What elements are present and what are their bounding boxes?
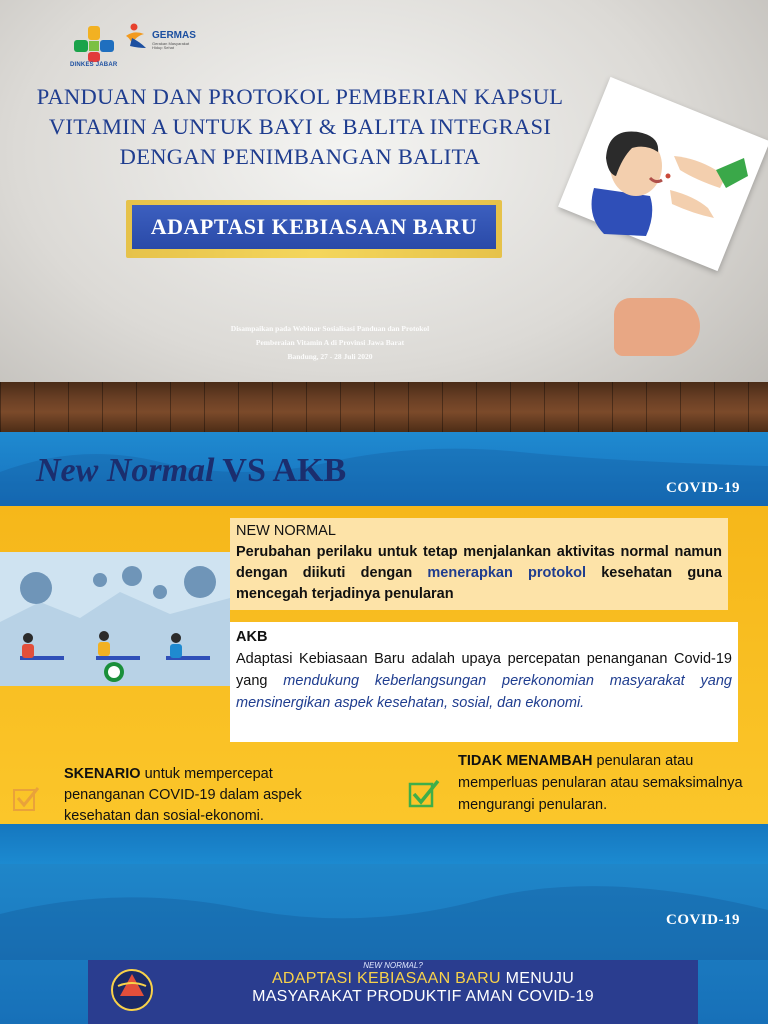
covid-tag: COVID-19 <box>666 480 740 496</box>
credits-line-3: Bandung, 27 - 28 Juli 2020 <box>287 352 373 361</box>
remote-work-illustration <box>0 552 230 686</box>
wooden-floor <box>0 382 768 432</box>
new-normal-heading: NEW NORMAL <box>236 523 336 539</box>
panel-title-line-2: MASYARAKAT PRODUKTIF AMAN COVID-19 <box>252 988 594 1005</box>
slide-new-normal-vs-akb <box>0 432 768 864</box>
credits-line-2: Pemberaian Vitamin A di Provinsi Jawa Barat <box>255 338 405 347</box>
decorative-shape <box>614 298 700 356</box>
new-normal-highlight: menerapkan protokol <box>427 565 587 581</box>
skenario-text <box>64 764 354 827</box>
title-line-1: PANDUAN DAN PROTOKOL PEMBERIAN KAPSUL <box>36 84 564 109</box>
germas-subtitle: Gerakan Masyarakat Hidup Sehat <box>152 41 190 50</box>
germas-label: GERMAS <box>152 30 196 41</box>
panel-title-highlight: ADAPTASI KEBIASAAN BARU <box>271 970 501 987</box>
heading-new-normal: New Normal <box>36 452 215 489</box>
slide-title <box>0 0 768 432</box>
akb-highlight: mendukung keberlangsungan perekonomian masyarakat yang mensinergikan aspek kesehatan, sosial, dan ekonomi. <box>236 673 732 711</box>
world-map-pattern <box>0 864 768 960</box>
title-line-3: DENGAN PENIMBANGAN BALITA <box>119 144 481 169</box>
credits-line-1: Disampaikan pada Webinar Sosialisasi Panduan dan Protokol <box>230 324 430 333</box>
panel-title-menuju: MENUJU <box>500 970 575 987</box>
new-normal-box <box>230 518 728 610</box>
new-normal-emphasis: kesehatan guna mencegah terjadinya penularan <box>236 565 722 602</box>
heading-vs-akb: VS AKB <box>214 452 347 489</box>
covid-tag: COVID-19 <box>666 912 740 928</box>
dinkes-label: DINKES JABAR <box>70 62 118 68</box>
tidak-menambah-label: TIDAK MENAMBAH <box>458 753 593 769</box>
akb-box <box>230 622 738 742</box>
akb-definition <box>236 648 732 714</box>
panel-title <box>188 970 658 1006</box>
title-line-2: VITAMIN A UNTUK BAYI & BALITA INTEGRASI <box>48 114 552 139</box>
slide-heading <box>36 452 346 490</box>
akb-text: Adaptasi Kebiasaan Baru adalah upaya percepatan penanganan Covid-19 yang <box>236 651 732 689</box>
skenario-description: untuk mempercepat penanganan COVID-19 dalam aspek kesehatan dan sosial-ekonomi. <box>64 766 302 824</box>
bottom-band <box>0 824 768 864</box>
new-normal-text: Perubahan perilaku untuk tetap menjalankan aktivitas normal namun dengan diikuti dengan <box>236 544 722 581</box>
slide-adaptasi-kebiasaan-baru <box>0 864 768 1024</box>
akb-panel <box>88 960 698 1024</box>
new-normal-definition <box>236 542 722 605</box>
tidak-menambah-text <box>458 750 758 816</box>
akb-banner <box>126 200 502 258</box>
page-title <box>30 82 570 172</box>
checkbox-icon <box>12 784 40 812</box>
tidak-menambah-description: penularan atau memperluas penularan atau semaksimalnya mengurangi penularan. <box>458 753 743 813</box>
presentation-credits <box>180 322 480 364</box>
skenario-label: SKENARIO <box>64 766 141 782</box>
akb-banner-text: ADAPTASI KEBIASAAN BARU <box>132 205 496 249</box>
akb-heading: AKB <box>236 629 268 645</box>
bnpb-logo-icon <box>110 966 154 1018</box>
new-normal-question: NEW NORMAL? <box>363 961 423 970</box>
child-vitamin-drop-illustration <box>576 96 754 256</box>
check-icon <box>408 778 440 808</box>
